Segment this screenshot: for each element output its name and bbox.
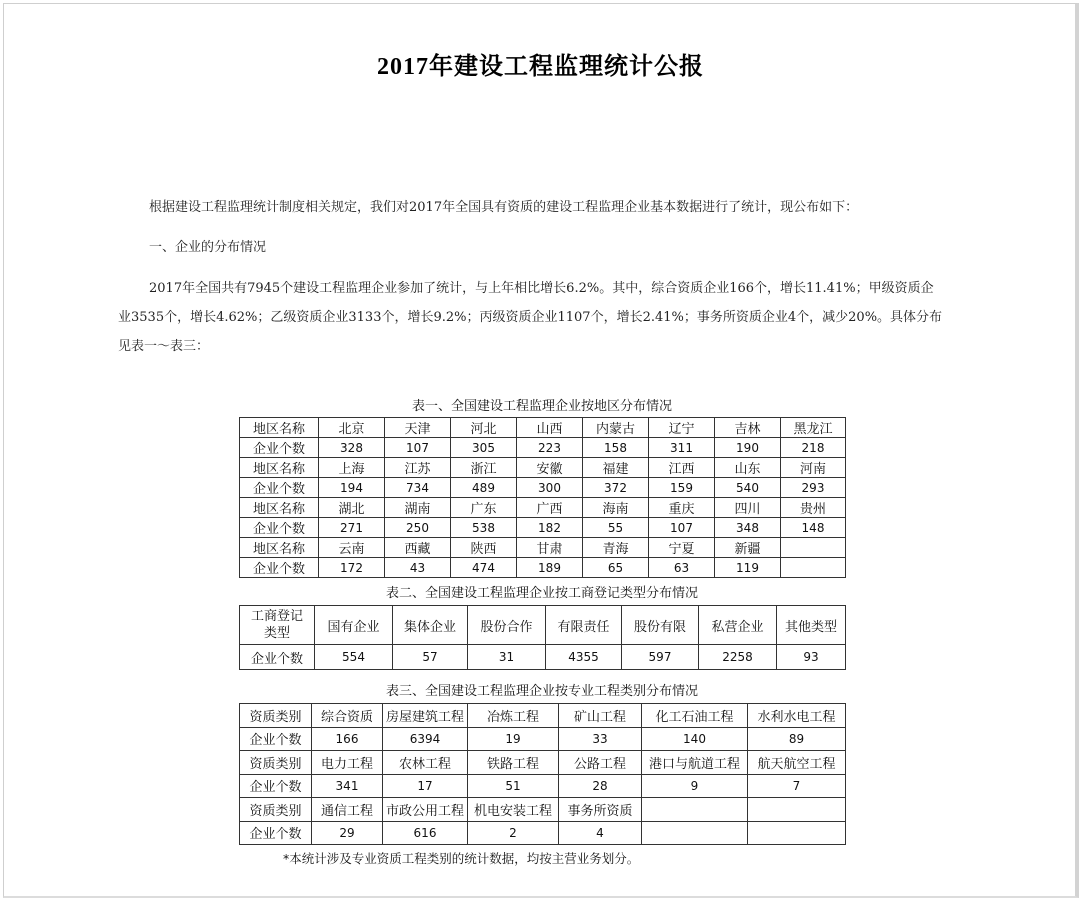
count-cell: 93 [777,645,846,670]
name-cell [642,798,748,822]
table1-name-row [240,538,846,558]
table1-count-row [240,478,846,498]
name-cell: 贵州 [781,498,846,518]
count-cell: 65 [583,558,649,578]
count-cell: 4355 [546,645,622,670]
count-cell [642,821,748,845]
count-cell [781,558,846,578]
table1-name-row [240,418,846,438]
name-cell: 福建 [583,458,649,478]
name-cell: 河北 [451,418,517,438]
document-title: 2017年建设工程监理统计公报 [377,54,704,80]
name-cell: 通信工程 [312,798,383,822]
table1-count-row [240,518,846,538]
count-cell: 250 [385,518,451,538]
count-cell: 474 [451,558,517,578]
name-cell: 海南 [583,498,649,518]
name-cell: 广东 [451,498,517,518]
name-cell: 港口与航道工程 [642,751,748,775]
name-cell: 新疆 [715,538,781,558]
region-table [239,417,846,578]
count-cell: 271 [319,518,385,538]
table1-name-row [240,498,846,518]
table3-name-row [240,704,846,728]
name-cell: 水利水电工程 [748,704,846,728]
table3-name-row [240,798,846,822]
count-cell [748,821,846,845]
count-label: 企业个数 [240,821,312,845]
count-cell: 148 [781,518,846,538]
name-cell [781,538,846,558]
table1-count-row [240,558,846,578]
count-cell: 29 [312,821,383,845]
name-cell: 综合资质 [312,704,383,728]
name-cell [748,798,846,822]
table3-caption: 表三、全国建设工程监理企业按专业工程类别分布情况 [385,684,698,699]
count-label: 企业个数 [240,518,319,538]
type-cell: 国有企业 [315,606,393,645]
name-cell: 北京 [319,418,385,438]
table2-header-label: 工商登记类型 [240,606,315,645]
type-cell: 集体企业 [393,606,468,645]
table1-name-row [240,458,846,478]
count-cell: 107 [385,438,451,458]
count-cell: 311 [649,438,715,458]
name-cell: 辽宁 [649,418,715,438]
name-cell: 航天航空工程 [748,751,846,775]
count-cell: 107 [649,518,715,538]
count-cell: 158 [583,438,649,458]
count-cell: 31 [468,645,546,670]
count-cell: 2 [468,821,559,845]
registration-type-table [239,605,846,670]
count-cell: 489 [451,478,517,498]
count-cell: 33 [559,727,642,751]
count-cell: 7 [748,774,846,798]
count-cell: 372 [583,478,649,498]
name-cell: 江苏 [385,458,451,478]
count-cell: 616 [383,821,468,845]
name-cell: 江西 [649,458,715,478]
count-cell: 293 [781,478,846,498]
count-cell: 734 [385,478,451,498]
count-cell: 597 [622,645,699,670]
name-cell: 天津 [385,418,451,438]
count-cell: 218 [781,438,846,458]
name-cell: 吉林 [715,418,781,438]
type-cell: 私营企业 [699,606,777,645]
specialty-table [239,703,846,845]
count-cell: 19 [468,727,559,751]
name-cell: 宁夏 [649,538,715,558]
name-cell: 机电安装工程 [468,798,559,822]
type-cell: 股份有限 [622,606,699,645]
table3-count-row [240,727,846,751]
name-cell: 青海 [583,538,649,558]
summary-paragraph: 2017年全国共有7945个建设工程监理企业参加了统计，与上年相比增长6.2%。其中，综合资质企业166个，增长11.41%；甲级资质企业3535个，增长4.62%；乙级资质企业3133个，增长9.2%；丙级资质企业1107个，增长2.41%；事务所资质企业4个，减少20%。具体分布见表一～表三： [118,281,943,354]
count-label: 企业个数 [240,478,319,498]
name-cell: 浙江 [451,458,517,478]
intro-paragraph: 根据建设工程监理统计制度相关规定，我们对2017年全国具有资质的建设工程监理企业基本数据进行了统计，现公布如下： [149,200,859,215]
count-cell: 17 [383,774,468,798]
table2-count-row [240,645,846,670]
name-cell: 河南 [781,458,846,478]
count-cell: 328 [319,438,385,458]
name-cell: 电力工程 [312,751,383,775]
name-cell: 上海 [319,458,385,478]
count-cell: 55 [583,518,649,538]
name-cell: 黑龙江 [781,418,846,438]
count-cell: 554 [315,645,393,670]
name-cell: 矿山工程 [559,704,642,728]
count-cell: 9 [642,774,748,798]
table2-caption: 表二、全国建设工程监理企业按工商登记类型分布情况 [385,586,698,601]
name-cell: 内蒙古 [583,418,649,438]
count-cell: 140 [642,727,748,751]
count-label: 企业个数 [240,438,319,458]
count-label: 企业个数 [240,774,312,798]
name-cell: 陕西 [451,538,517,558]
count-cell: 223 [517,438,583,458]
count-cell: 57 [393,645,468,670]
count-cell: 119 [715,558,781,578]
name-cell: 化工石油工程 [642,704,748,728]
count-cell: 51 [468,774,559,798]
table2-header-row [240,606,846,645]
section-heading: 一、企业的分布情况 [149,240,267,255]
name-cell: 农林工程 [383,751,468,775]
name-cell: 安徽 [517,458,583,478]
name-label: 地区名称 [240,498,319,518]
name-cell: 市政公用工程 [383,798,468,822]
type-cell: 有限责任 [546,606,622,645]
count-cell: 2258 [699,645,777,670]
count-label: 企业个数 [240,645,315,670]
table3-footnote: *本统计涉及专业资质工程类别的统计数据，均按主营业务划分。 [283,851,640,866]
count-cell: 166 [312,727,383,751]
count-label: 企业个数 [240,727,312,751]
name-cell: 重庆 [649,498,715,518]
count-cell: 182 [517,518,583,538]
count-cell: 194 [319,478,385,498]
count-cell: 341 [312,774,383,798]
name-cell: 湖南 [385,498,451,518]
name-label: 资质类别 [240,704,312,728]
table1-caption: 表一、全国建设工程监理企业按地区分布情况 [411,399,672,414]
count-cell: 28 [559,774,642,798]
name-cell: 房屋建筑工程 [383,704,468,728]
count-cell: 540 [715,478,781,498]
name-cell: 湖北 [319,498,385,518]
count-cell: 190 [715,438,781,458]
count-cell: 63 [649,558,715,578]
count-cell: 159 [649,478,715,498]
count-cell: 189 [517,558,583,578]
name-cell: 广西 [517,498,583,518]
name-label: 地区名称 [240,458,319,478]
name-cell: 山东 [715,458,781,478]
type-cell: 股份合作 [468,606,546,645]
name-cell: 冶炼工程 [468,704,559,728]
name-cell: 甘肃 [517,538,583,558]
name-cell: 云南 [319,538,385,558]
name-cell: 铁路工程 [468,751,559,775]
name-label: 地区名称 [240,418,319,438]
name-label: 资质类别 [240,751,312,775]
count-cell: 300 [517,478,583,498]
count-cell: 172 [319,558,385,578]
count-cell: 6394 [383,727,468,751]
table3-name-row [240,751,846,775]
name-cell: 西藏 [385,538,451,558]
count-cell: 43 [385,558,451,578]
count-label: 企业个数 [240,558,319,578]
count-cell: 305 [451,438,517,458]
table3-count-row [240,821,846,845]
count-cell: 538 [451,518,517,538]
name-cell: 事务所资质 [559,798,642,822]
table1-count-row [240,438,846,458]
table3-count-row [240,774,846,798]
name-cell: 山西 [517,418,583,438]
name-label: 资质类别 [240,798,312,822]
name-cell: 四川 [715,498,781,518]
type-cell: 其他类型 [777,606,846,645]
count-cell: 348 [715,518,781,538]
count-cell: 89 [748,727,846,751]
name-label: 地区名称 [240,538,319,558]
name-cell: 公路工程 [559,751,642,775]
count-cell: 4 [559,821,642,845]
